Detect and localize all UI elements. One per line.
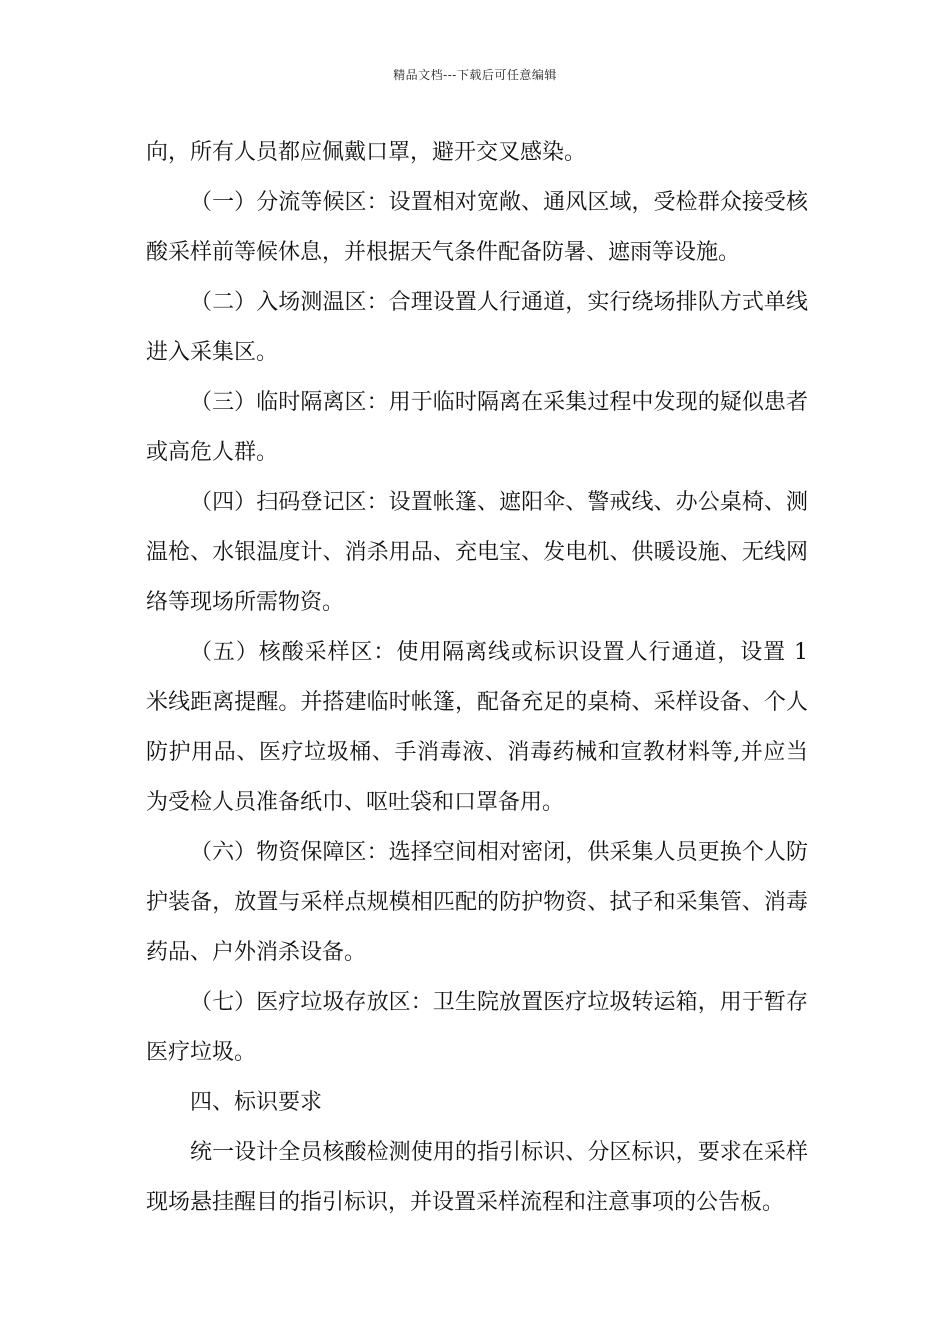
paragraph-registration-area: （四）扫码登记区：设置帐篷、遮阳伞、警戒线、办公桌椅、测温枪、水银温度计、消杀用品、充电宝、发电机、供暖设施、无线网络等现场所需物资。 [146,490,808,615]
paragraph-supply-area: （六）物资保障区：选择空间相对密闭，供采集人员更换个人防护装备，放置与采样点规模相匹配的防护物资、拭子和采集管、消毒药品、户外消杀设备。 [146,840,808,965]
paragraph-temperature-area: （二）入场测温区：合理设置人行通道，实行绕场排队方式单线进入采集区。 [146,290,808,365]
paragraph-waiting-area: （一）分流等候区：设置相对宽敞、通风区域，受检群众接受核酸采样前等候休息，并根据天气条件配备防暑、遮雨等设施。 [146,190,808,265]
paragraph-sampling-area: （五）核酸采样区：使用隔离线或标识设置人行通道，设置 1 米线距离提醒。并搭建临时帐篷，配备充足的桌椅、采样设备、个人防护用品、医疗垃圾桶、手消毒液、消毒药械和宣教材料等,并应当为受检人员准备纸巾、呕吐袋和口罩备用。 [146,640,808,815]
paragraph-isolation-area: （三）临时隔离区：用于临时隔离在采集过程中发现的疑似患者或高危人群。 [146,390,808,465]
page-header: 精品文档---下载后可任意编辑 [393,68,557,82]
paragraph-signage-requirements: 统一设计全员核酸检测使用的指引标识、分区标识，要求在采样现场悬挂醒目的指引标识，并设置采样流程和注意事项的公告板。 [146,1140,808,1215]
section-heading-signage: 四、标识要求 [190,1090,323,1115]
paragraph-medical-waste-area: （七）医疗垃圾存放区：卫生院放置医疗垃圾转运箱，用于暂存医疗垃圾。 [146,990,808,1065]
document-body [146,128,808,1228]
paragraph-continuation: 向，所有人员都应佩戴口罩，避开交叉感染。 [146,140,587,165]
